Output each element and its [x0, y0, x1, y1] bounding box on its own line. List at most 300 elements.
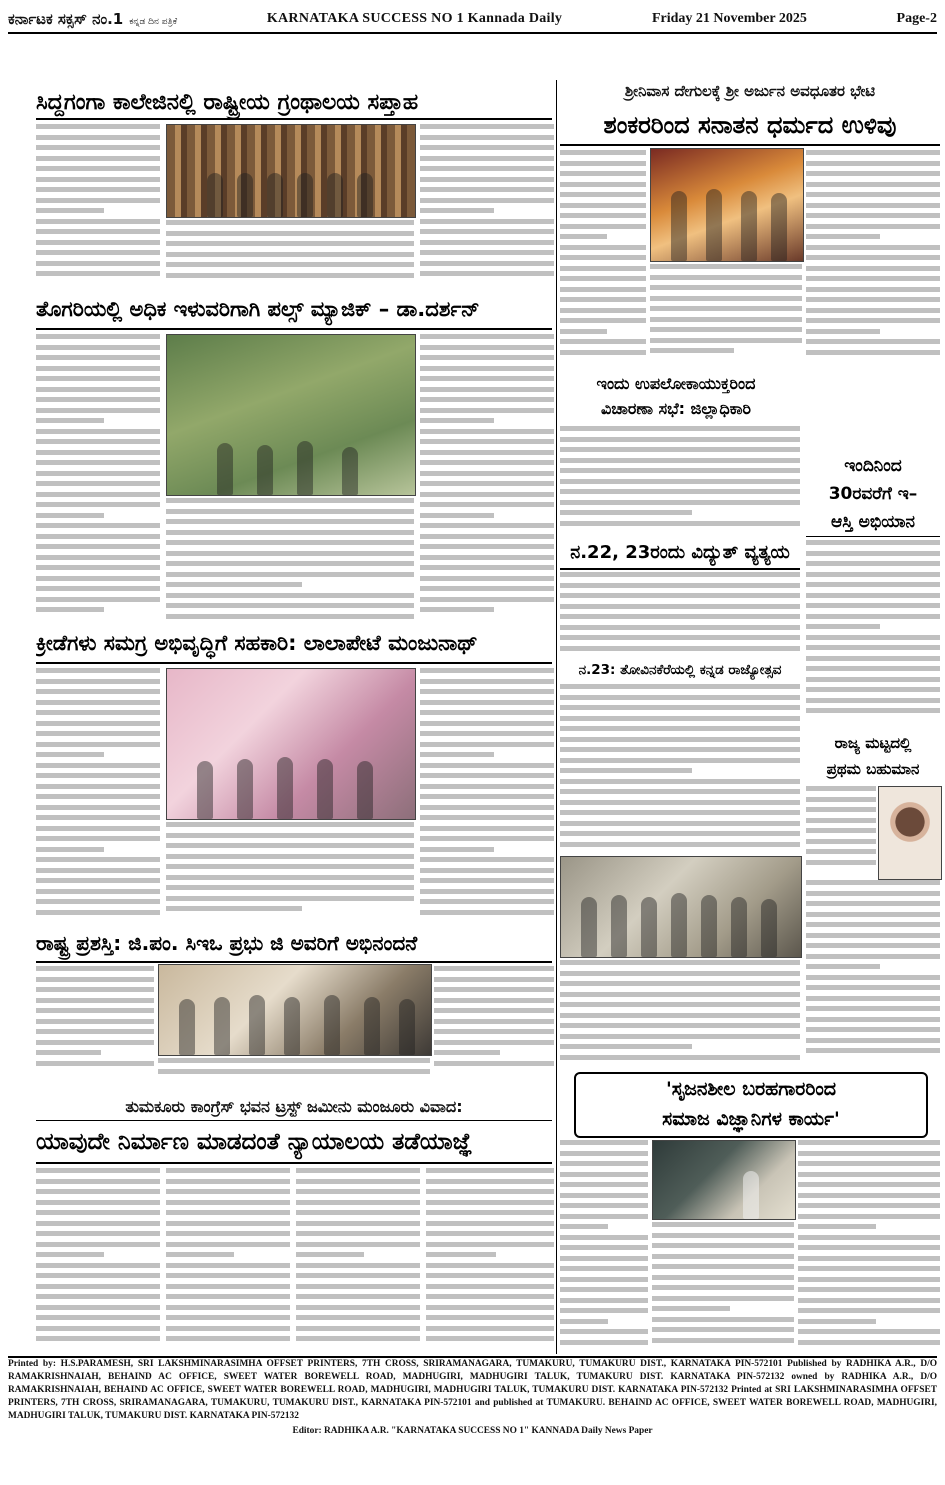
award-rule: [36, 961, 552, 963]
text-line: [560, 1044, 692, 1049]
text-line: [158, 1069, 430, 1074]
writers-headline-box: [574, 1072, 928, 1138]
text-line: [560, 1055, 800, 1060]
text-line: [166, 561, 414, 566]
page-number: Page-2: [896, 11, 937, 26]
text-line: [36, 815, 160, 820]
text-line: [36, 198, 160, 203]
sports-event-photo: [166, 668, 416, 820]
text-line: [420, 208, 494, 213]
text-line: [420, 418, 494, 423]
text-line: [36, 1252, 104, 1257]
temple-text-col3: [806, 150, 940, 368]
library-text-col3: [420, 124, 554, 288]
text-line: [166, 519, 414, 524]
text-line: [806, 287, 940, 292]
text-line: [296, 1221, 420, 1226]
text-line: [420, 492, 554, 497]
honour-text-side: [806, 786, 876, 878]
text-line: [166, 1305, 290, 1310]
text-line: [806, 582, 940, 587]
text-line: [806, 297, 940, 302]
text-line: [652, 1296, 794, 1301]
text-line: [36, 1050, 101, 1055]
text-line: [166, 582, 302, 587]
lokayukta-text: [560, 426, 800, 536]
text-line: [420, 710, 554, 715]
text-line: [166, 822, 414, 827]
text-line: [420, 689, 554, 694]
text-line: [36, 219, 160, 224]
text-line: [560, 583, 800, 588]
text-line: [560, 625, 800, 630]
text-line: [798, 1319, 876, 1324]
text-line: [560, 1256, 648, 1261]
text-line: [166, 1273, 290, 1278]
text-line: [36, 763, 160, 768]
text-line: [296, 1326, 420, 1331]
text-line: [420, 376, 554, 381]
text-line: [420, 261, 554, 266]
text-line: [806, 182, 940, 187]
honour-text: [806, 880, 940, 1068]
text-line: [798, 1172, 940, 1177]
text-line: [798, 1287, 940, 1292]
lokayukta-headline-line2: ವಿಚಾರಣಾ ಸಭೆ: ಜಿಲ್ಲಾಧಿಕಾರಿ: [601, 399, 751, 418]
text-line: [798, 1308, 940, 1313]
text-line: [798, 1235, 940, 1240]
text-line: [36, 1040, 154, 1045]
text-line: [806, 318, 940, 323]
rajyotsava-text-lower: [560, 960, 800, 1068]
text-line: [806, 1048, 940, 1053]
text-line: [420, 187, 554, 192]
text-line: [36, 1315, 160, 1320]
text-line: [420, 397, 554, 402]
text-line: [166, 551, 414, 556]
text-line: [560, 171, 646, 176]
text-line: [560, 1172, 648, 1177]
congress-text-col2: [166, 1168, 290, 1354]
text-line: [296, 1252, 364, 1257]
text-line: [420, 229, 554, 234]
text-line: [36, 366, 160, 371]
text-line: [36, 523, 160, 528]
text-line: [798, 1151, 940, 1156]
text-line: [560, 604, 800, 609]
text-line: [420, 607, 494, 612]
text-line: [806, 593, 940, 598]
text-line: [36, 502, 160, 507]
text-line: [560, 255, 646, 260]
text-line: [652, 1306, 730, 1311]
text-line: [36, 408, 160, 413]
text-line: [806, 954, 940, 959]
text-line: [420, 721, 554, 726]
text-line: [36, 1305, 160, 1310]
text-line: [806, 171, 940, 176]
text-line: [560, 716, 800, 721]
text-line: [798, 1298, 940, 1303]
temple-text-lower: [650, 264, 802, 368]
library-rule: [36, 118, 552, 120]
text-line: [36, 987, 154, 992]
text-line: [426, 1210, 554, 1215]
award-text-lower: [158, 1058, 430, 1088]
text-line: [560, 747, 800, 752]
text-line: [36, 240, 160, 245]
text-line: [806, 350, 940, 355]
text-line: [434, 1008, 554, 1013]
text-line: [806, 985, 940, 990]
text-line: [806, 339, 940, 344]
text-line: [426, 1221, 554, 1226]
text-line: [420, 534, 554, 539]
text-line: [426, 1273, 554, 1278]
text-line: [36, 1008, 154, 1013]
pulse-field-photo: [166, 334, 416, 496]
text-line: [420, 166, 554, 171]
text-line: [806, 839, 876, 844]
sports-text-col1: [36, 668, 160, 923]
text-line: [166, 572, 414, 577]
text-line: [560, 981, 800, 986]
text-line: [434, 1061, 554, 1066]
text-line: [36, 229, 160, 234]
easset-headline-line1: ಇಂದಿನಿಂದ: [844, 456, 902, 476]
pulse-text-col3: [420, 334, 554, 624]
text-line: [650, 348, 734, 353]
text-line: [420, 460, 554, 465]
text-line: [36, 460, 160, 465]
text-line: [166, 1315, 290, 1320]
writers-text-lower: [652, 1222, 794, 1354]
text-line: [36, 977, 154, 982]
text-line: [560, 1151, 648, 1156]
text-line: [560, 635, 800, 640]
text-line: [806, 1017, 940, 1022]
temple-text-col1: [560, 150, 646, 368]
text-line: [560, 276, 646, 281]
text-line: [560, 1277, 648, 1282]
congress-text-col1: [36, 1168, 160, 1354]
text-line: [36, 700, 160, 705]
text-line: [36, 742, 160, 747]
text-line: [806, 1027, 940, 1032]
power-headline: ನ.22, 23ರಂದು ವಿದ್ಯುತ್ ವ್ಯತ್ಯಯ: [570, 542, 790, 563]
text-line: [36, 710, 160, 715]
text-line: [560, 768, 692, 773]
congress-text-col4: [426, 1168, 554, 1354]
text-line: [166, 593, 414, 598]
text-line: [560, 350, 646, 355]
text-line: [560, 510, 692, 515]
honour-headline-line1: ರಾಜ್ಯ ಮಟ್ಟದಲ್ಲಿ: [834, 734, 912, 752]
text-line: [798, 1193, 940, 1198]
text-line: [798, 1224, 876, 1229]
text-line: [420, 502, 554, 507]
text-line: [560, 308, 646, 313]
text-line: [36, 555, 160, 560]
text-line: [36, 576, 160, 581]
text-line: [426, 1326, 554, 1331]
text-line: [36, 1189, 160, 1194]
text-line: [36, 586, 160, 591]
sports-text-lower: [166, 822, 414, 923]
text-line: [560, 182, 646, 187]
text-line: [426, 1242, 554, 1247]
text-line: [420, 334, 554, 339]
sports-text-col3: [420, 668, 554, 923]
text-line: [560, 318, 646, 323]
text-line: [560, 1245, 648, 1250]
text-line: [296, 1210, 420, 1215]
text-line: [36, 668, 160, 673]
text-line: [652, 1254, 794, 1259]
text-line: [420, 523, 554, 528]
text-line: [560, 1203, 648, 1208]
text-line: [166, 843, 414, 848]
text-line: [420, 742, 554, 747]
text-line: [560, 1182, 648, 1187]
text-line: [166, 1263, 290, 1268]
text-line: [426, 1263, 554, 1268]
text-line: [36, 910, 160, 915]
text-line: [806, 943, 940, 948]
text-line: [806, 255, 940, 260]
column-divider: [556, 80, 557, 1354]
text-line: [420, 878, 554, 883]
text-line: [806, 860, 876, 865]
text-line: [560, 339, 646, 344]
text-line: [560, 1214, 648, 1219]
text-line: [420, 240, 554, 245]
text-line: [420, 271, 554, 276]
text-line: [36, 565, 160, 570]
text-line: [650, 327, 802, 332]
text-line: [420, 555, 554, 560]
text-line: [166, 273, 414, 278]
text-line: [296, 1263, 420, 1268]
text-line: [36, 187, 160, 192]
text-line: [36, 847, 104, 852]
text-line: [420, 135, 554, 140]
text-line: [806, 540, 940, 545]
congress-kicker: ತುಮಕೂರು ಕಾಂಗ್ರೆಸ್ ಭವನ ಟ್ರಸ್ಟ್ ಜಮೀನು ಮಂಜೂರು ವಿವಾದ:: [36, 1094, 552, 1121]
brand-tagline: ಕನ್ನಡ ದಿನ ಪತ್ರಿಕೆ: [129, 17, 178, 27]
text-line: [36, 261, 160, 266]
text-line: [806, 276, 940, 281]
text-line: [560, 758, 800, 763]
honour-headline-line2: ಪ್ರಥಮ ಬಹುಮಾನ: [826, 760, 920, 778]
text-line: [434, 1029, 554, 1034]
text-line: [560, 150, 646, 155]
text-line: [560, 479, 800, 484]
text-line: [420, 899, 554, 904]
text-line: [36, 607, 104, 612]
text-line: [560, 458, 800, 463]
text-line: [560, 1013, 800, 1018]
text-line: [420, 177, 554, 182]
text-line: [36, 689, 160, 694]
imprint-text: Printed by: H.S.PARAMESH, SRI LAKSHMINARASIMHA OFFSET PRINTERS, 7TH CROSS, SRIRAMANAGARA, TUMAKURU, TUMAKURU DIST., KARNATAKA PIN-572101 Published by RADHIKA A.R., D/O RAMAKRISHNAIAH, BEHAIND AC OFFICE, SWEET WATER BOREWELL ROAD, MADHUGIRI, MADHUGIRI TALUK, TUMAKURU DIST. KARNATAKA PIN-572132 owned by RADHIKA A.R., D/O RAMAKRISHNAIAH, BEHAIND AC OFFICE, SWEET WATER BOREWELL ROAD, MADHUGIRI, MADHUGIRI TALUK, TUMAKURU DIST. KARNATAKA PIN-572132 Printed at SRI LAKSHMINARASIMHA OFFSET PRINTERS, 7TH CROSS, SRIRAMANAGARA, TUMAKURU, TUMAKURU DIST., KARNATAKA PIN-572101 and published at TUMAKURU. BEHAIND AC OFFICE, SWEET WATER BOREWELL ROAD, MADHUGIRI, MADHUGIRI TALUK, TUMAKURU DIST. KARNATAKA PIN-572132: [8, 1359, 937, 1421]
library-text-lower: [166, 220, 414, 288]
text-line: [296, 1315, 420, 1320]
text-line: [420, 439, 554, 444]
text-line: [420, 836, 554, 841]
text-line: [420, 889, 554, 894]
text-line: [420, 565, 554, 570]
text-line: [806, 1038, 940, 1043]
text-line: [560, 1161, 648, 1166]
text-line: [166, 1189, 290, 1194]
text-line: [560, 831, 800, 836]
text-line: [560, 705, 800, 710]
congress-text-col3: [296, 1168, 420, 1354]
text-line: [420, 513, 494, 518]
text-line: [36, 135, 160, 140]
text-line: [36, 418, 104, 423]
rajyotsava-headline: ನ.23: ತೋವಿನಕೆರೆಯಲ್ಲಿ ಕನ್ನಡ ರಾಜ್ಯೋತ್ಸವ: [578, 662, 782, 678]
text-line: [560, 572, 800, 577]
award-headline: ರಾಷ್ಟ್ರ ಪ್ರಶಸ್ತಿ: ಜಿ.ಪಂ. ಸಿಇಒ ಪ್ರಭು ಜಿ ಅವರಿಗೆ ಅಭಿನಂದನೆ: [36, 931, 418, 955]
text-line: [420, 586, 554, 591]
text-line: [806, 849, 876, 854]
text-line: [166, 509, 414, 514]
text-line: [36, 966, 154, 971]
text-line: [36, 773, 160, 778]
text-line: [560, 695, 800, 700]
text-line: [166, 833, 414, 838]
text-line: [166, 864, 414, 869]
text-line: [560, 447, 800, 452]
text-line: [36, 156, 160, 161]
text-line: [434, 1019, 554, 1024]
text-line: [36, 1210, 160, 1215]
text-line: [806, 192, 940, 197]
easset-headline-line3: ಆಸ್ತಿ ಅಭಿಯಾನ: [831, 512, 915, 532]
text-line: [420, 679, 554, 684]
text-line: [560, 426, 800, 431]
text-line: [806, 666, 940, 671]
text-line: [36, 752, 104, 757]
text-line: [420, 668, 554, 673]
text-line: [560, 1266, 648, 1271]
pulse-text-lower: [166, 498, 414, 624]
text-line: [420, 429, 554, 434]
text-line: [560, 800, 800, 805]
text-line: [166, 896, 414, 901]
text-line: [36, 177, 160, 182]
writers-text-col1: [560, 1140, 648, 1354]
text-line: [166, 1326, 290, 1331]
text-line: [560, 842, 800, 847]
text-line: [36, 534, 160, 539]
text-line: [806, 603, 940, 608]
text-line: [166, 1221, 290, 1226]
text-line: [806, 880, 940, 885]
easset-headline-line2: 30ರವರೆಗೆ ಇ–: [828, 484, 918, 504]
text-line: [420, 752, 494, 757]
text-line: [806, 266, 940, 271]
text-line: [806, 797, 876, 802]
text-line: [806, 656, 940, 661]
text-line: [806, 922, 940, 927]
text-line: [36, 721, 160, 726]
text-line: [560, 726, 800, 731]
text-line: [420, 250, 554, 255]
text-line: [36, 376, 160, 381]
text-line: [806, 891, 940, 896]
text-line: [426, 1305, 554, 1310]
library-photo: [166, 124, 416, 218]
text-line: [166, 1252, 234, 1257]
text-line: [420, 910, 554, 915]
text-line: [560, 213, 646, 218]
text-line: [560, 684, 800, 689]
writers-headline-line2: ಸಮಾಜ ವಿಜ್ಞಾನಿಗಳ ಕಾರ್ಯ': [662, 1108, 840, 1130]
text-line: [426, 1252, 496, 1257]
text-line: [36, 397, 160, 402]
text-line: [420, 198, 554, 203]
text-line: [806, 933, 940, 938]
text-line: [166, 875, 414, 880]
text-line: [560, 614, 800, 619]
text-line: [36, 857, 160, 862]
text-line: [560, 489, 800, 494]
text-line: [36, 208, 104, 213]
text-line: [560, 1319, 608, 1324]
text-line: [296, 1189, 420, 1194]
text-line: [652, 1222, 794, 1227]
text-line: [806, 828, 876, 833]
text-line: [36, 387, 160, 392]
text-line: [434, 966, 554, 971]
text-line: [296, 1336, 420, 1341]
easset-text: [806, 540, 940, 726]
text-line: [36, 679, 160, 684]
text-line: [420, 450, 554, 455]
text-line: [166, 498, 414, 503]
text-line: [806, 698, 940, 703]
text-line: [36, 1336, 160, 1341]
text-line: [806, 786, 876, 791]
pulse-headline: ತೊಗರಿಯಲ್ಲಿ ಅಧಿಕ ಇಳುವರಿಗಾಗಿ ಪಲ್ಸ್ ಮ್ಯಾಜಿಕ್ – ಡಾ.ದರ್ಶನ್: [36, 297, 480, 321]
text-line: [560, 821, 800, 826]
text-line: [560, 810, 800, 815]
text-line: [296, 1242, 420, 1247]
text-line: [36, 597, 160, 602]
text-line: [420, 826, 554, 831]
text-line: [166, 530, 414, 535]
masthead-row: [8, 6, 937, 34]
text-line: [296, 1200, 420, 1205]
text-line: [806, 224, 940, 229]
issue-date: Friday 21 November 2025: [651, 11, 807, 26]
text-line: [420, 576, 554, 581]
text-line: [158, 1058, 430, 1063]
text-line: [798, 1266, 940, 1271]
text-line: [166, 614, 414, 619]
text-line: [420, 815, 554, 820]
text-line: [166, 906, 302, 911]
text-line: [420, 784, 554, 789]
text-line: [166, 262, 414, 267]
text-line: [798, 1340, 940, 1345]
text-line: [560, 789, 800, 794]
text-line: [36, 826, 160, 831]
text-line: [798, 1256, 940, 1261]
